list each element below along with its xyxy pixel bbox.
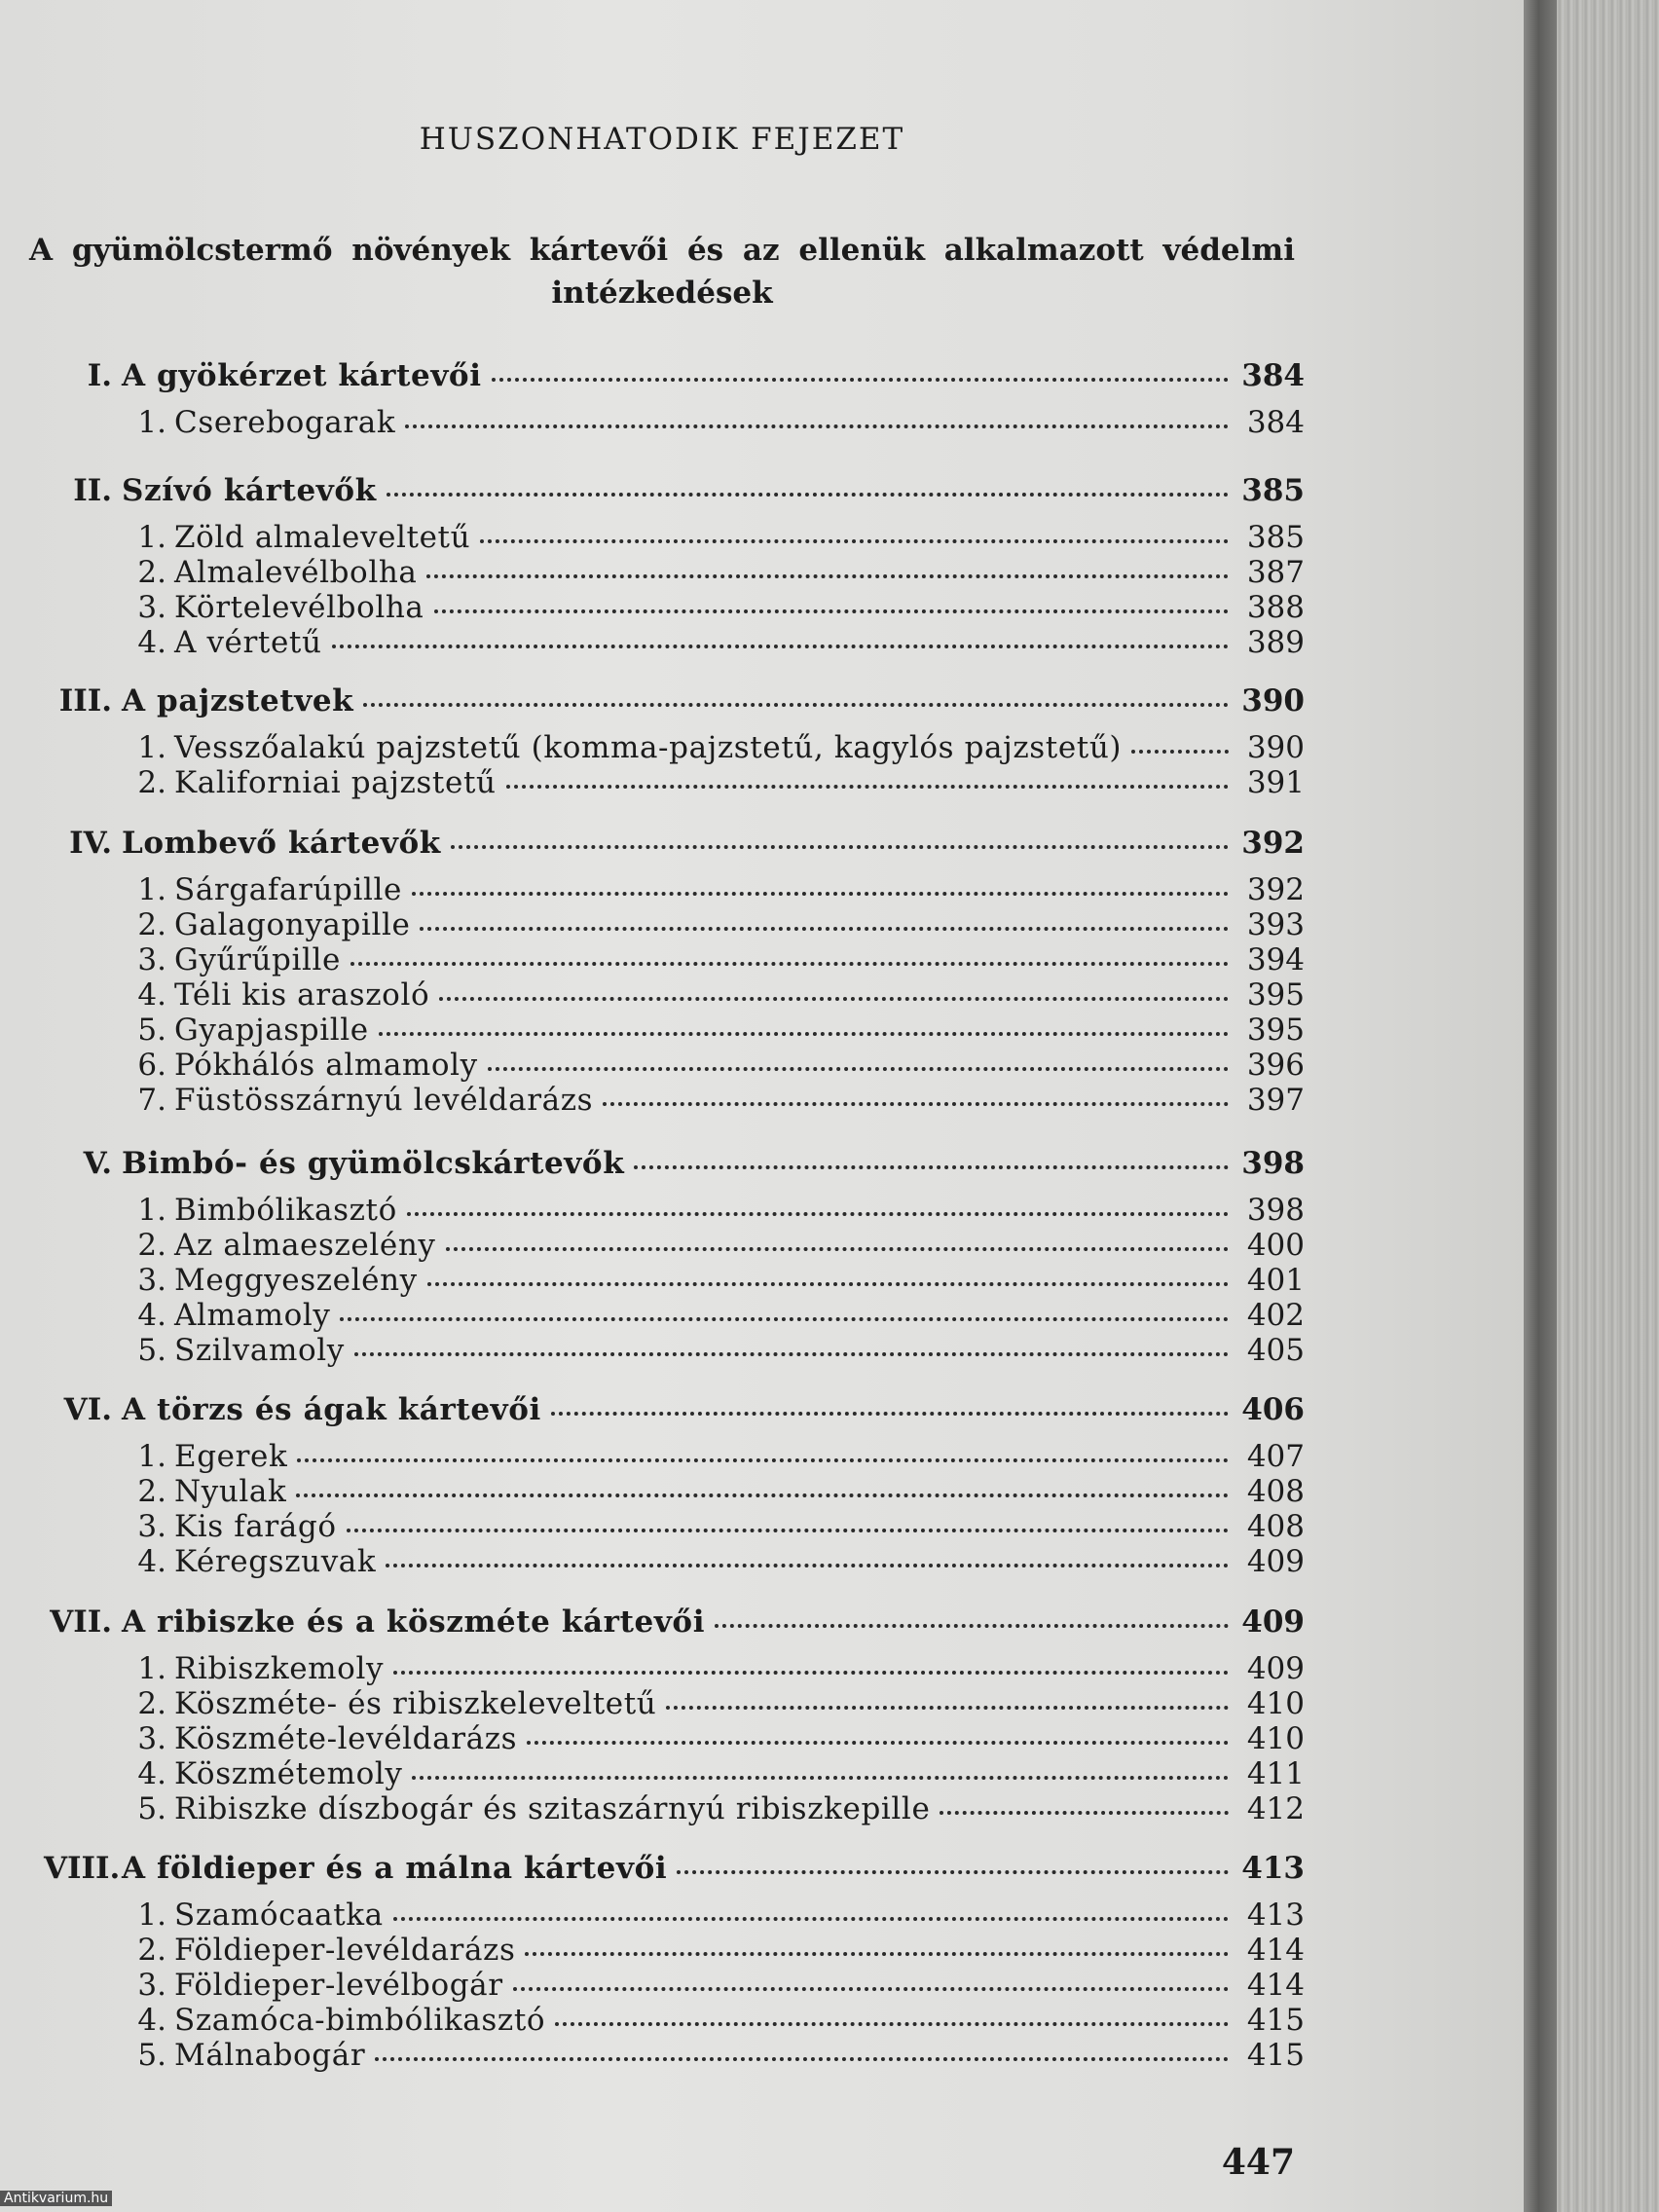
entry-title: Zöld almaleveltetű <box>174 520 471 555</box>
entry-page: 391 <box>1246 765 1305 800</box>
entry-title: Ribiszkemoly <box>174 1651 385 1686</box>
toc-entry[interactable] <box>44 1263 1305 1298</box>
entry-number: 2. <box>137 1686 166 1721</box>
section-roman-numeral: VII. <box>50 1604 112 1640</box>
entry-page: 401 <box>1246 1263 1305 1298</box>
entry-number: 4. <box>137 977 166 1013</box>
entry-number: 1. <box>137 872 166 907</box>
entry-title: Füstösszárnyú levéldarázs <box>174 1083 594 1118</box>
entry-title: Cserebogarak <box>174 405 396 440</box>
dot-leader <box>379 1030 1229 1036</box>
entry-number: 2. <box>137 1933 166 1968</box>
chapter-heading: HUSZONHATODIK FEJEZET <box>419 122 905 157</box>
dot-leader <box>412 1774 1229 1780</box>
dot-leader <box>715 1622 1229 1628</box>
entry-number: 2. <box>137 765 166 800</box>
toc-section-heading[interactable] <box>44 473 1305 512</box>
toc-section <box>44 473 1305 660</box>
toc-section-heading[interactable] <box>44 1851 1305 1890</box>
entry-number: 1. <box>137 520 166 555</box>
toc-entry[interactable] <box>44 907 1305 942</box>
section-title: A gyökérzet kártevői <box>122 358 482 393</box>
dot-leader <box>434 608 1229 613</box>
section-title: A pajzstetvek <box>122 683 354 719</box>
entry-title: Szamócaatka <box>174 1898 384 1933</box>
entry-title: Földieper-levéldarázs <box>174 1933 516 1968</box>
entry-title: Pókhálós almamoly <box>174 1048 478 1083</box>
dot-leader <box>332 643 1229 648</box>
toc-section <box>44 358 1305 440</box>
entry-title: Ribiszke díszbogár és szitaszárnyú ribiszkepille <box>174 1791 931 1826</box>
entry-number: 3. <box>137 942 166 977</box>
entry-title: Gyűrűpille <box>174 942 341 977</box>
toc-entry[interactable] <box>44 1013 1305 1048</box>
entry-page: 410 <box>1246 1686 1305 1721</box>
entry-number: 4. <box>137 1298 166 1333</box>
entry-number: 1. <box>137 1898 166 1933</box>
section-title: A ribiszke és a köszméte kártevői <box>122 1604 706 1640</box>
entry-number: 5. <box>137 1791 166 1826</box>
entry-page: 394 <box>1246 942 1305 977</box>
chapter-title: A gyümölcstermő növények kártevői és az ellenük alkalmazott védelmi intézkedések <box>29 233 1295 311</box>
dot-leader <box>940 1809 1229 1815</box>
toc-section-heading[interactable] <box>44 683 1305 722</box>
toc-entry[interactable] <box>44 977 1305 1013</box>
dot-leader <box>354 1350 1229 1356</box>
toc-section <box>44 683 1305 800</box>
section-page: 413 <box>1241 1851 1305 1886</box>
entry-page: 408 <box>1246 1509 1305 1544</box>
dot-leader <box>506 783 1229 789</box>
entry-number: 2. <box>137 1228 166 1263</box>
entry-title: A vértetű <box>174 625 322 660</box>
entry-number: 1. <box>137 1651 166 1686</box>
toc-section <box>44 1392 1305 1579</box>
dot-leader <box>347 1527 1229 1532</box>
entry-title: Almalevélbolha <box>174 555 418 590</box>
entry-page: 415 <box>1246 2003 1305 2038</box>
entry-title: Téli kis araszoló <box>174 977 430 1013</box>
section-page: 384 <box>1241 358 1305 393</box>
entry-number: 5. <box>137 2038 166 2073</box>
toc-entry[interactable] <box>44 1474 1305 1509</box>
page-edges <box>1557 0 1659 2212</box>
dot-leader <box>387 491 1229 497</box>
toc-entry[interactable] <box>44 942 1305 977</box>
entry-page: 405 <box>1246 1333 1305 1368</box>
toc-entry[interactable] <box>44 555 1305 590</box>
toc-section <box>44 1851 1305 2073</box>
entry-title: Szilvamoly <box>174 1333 345 1368</box>
entry-page: 409 <box>1246 1544 1305 1579</box>
dot-leader <box>677 1868 1229 1874</box>
dot-leader <box>1131 748 1229 754</box>
entry-page: 387 <box>1246 555 1305 590</box>
toc-entry[interactable] <box>44 872 1305 907</box>
entry-title: Vesszőalakú pajzstetű (komma-pajzstetű, kagylós pajzstetű) <box>174 730 1123 765</box>
section-title: A földieper és a málna kártevői <box>122 1851 668 1886</box>
entry-number: 3. <box>137 1263 166 1298</box>
dot-leader <box>407 1210 1229 1216</box>
toc-entry[interactable] <box>44 730 1305 765</box>
section-roman-numeral: II. <box>73 473 112 508</box>
section-page: 406 <box>1241 1392 1305 1427</box>
toc-section <box>44 826 1305 1118</box>
entry-title: Málnabogár <box>174 2038 366 2073</box>
toc-entry[interactable] <box>44 2038 1305 2073</box>
entry-number: 7. <box>137 1083 166 1118</box>
dot-leader <box>551 1410 1229 1416</box>
entry-number: 2. <box>137 907 166 942</box>
toc-entry[interactable] <box>44 1686 1305 1721</box>
section-roman-numeral: I. <box>87 358 112 393</box>
entry-number: 5. <box>137 1013 166 1048</box>
section-title: Lombevő kártevők <box>122 826 441 861</box>
entry-page: 414 <box>1246 1968 1305 2003</box>
dot-leader <box>634 1163 1229 1169</box>
entry-number: 4. <box>137 1756 166 1791</box>
dot-leader <box>340 1315 1229 1321</box>
entry-number: 5. <box>137 1333 166 1368</box>
dot-leader <box>439 995 1229 1001</box>
section-page: 390 <box>1241 683 1305 719</box>
entry-title: Nyulak <box>174 1474 287 1509</box>
entry-title: Kaliforniai pajzstetű <box>174 765 497 800</box>
entry-title: Köszméte-levéldarázs <box>174 1721 518 1756</box>
watermark: Antikvarium.hu <box>0 2191 112 2206</box>
toc-entry[interactable] <box>44 1333 1305 1368</box>
entry-page: 392 <box>1246 872 1305 907</box>
entry-number: 4. <box>137 2003 166 2038</box>
dot-leader <box>420 925 1229 931</box>
entry-title: Galagonyapille <box>174 907 411 942</box>
entry-number: 1. <box>137 1193 166 1228</box>
toc-section-heading[interactable] <box>44 1392 1305 1431</box>
section-roman-numeral: IV. <box>69 826 112 861</box>
entry-title: Köszmétemoly <box>174 1756 403 1791</box>
entry-page: 412 <box>1246 1791 1305 1826</box>
entry-title: Gyapjaspille <box>174 1013 369 1048</box>
entry-page: 402 <box>1246 1298 1305 1333</box>
entry-page: 395 <box>1246 977 1305 1013</box>
entry-title: Kis farágó <box>174 1509 337 1544</box>
dot-leader <box>525 1950 1229 1956</box>
entry-number: 3. <box>137 1509 166 1544</box>
entry-page: 414 <box>1246 1933 1305 1968</box>
dot-leader <box>412 890 1229 896</box>
toc-entry[interactable] <box>44 1968 1305 2003</box>
toc-entry[interactable] <box>44 1933 1305 1968</box>
entry-page: 407 <box>1246 1439 1305 1474</box>
entry-title: Egerek <box>174 1439 288 1474</box>
toc-entry[interactable] <box>44 1791 1305 1826</box>
section-title: Bimbó- és gyümölcskártevők <box>122 1146 625 1181</box>
toc-entry[interactable] <box>44 405 1305 440</box>
section-page: 385 <box>1241 473 1305 508</box>
entry-title: Almamoly <box>174 1298 331 1333</box>
dot-leader <box>375 2055 1229 2061</box>
toc-entry[interactable] <box>44 1439 1305 1474</box>
dot-leader <box>363 701 1229 707</box>
section-title: A törzs és ágak kártevői <box>122 1392 541 1427</box>
entry-page: 397 <box>1246 1083 1305 1118</box>
dot-leader <box>451 843 1229 849</box>
toc-entry[interactable] <box>44 1544 1305 1579</box>
toc-entry[interactable] <box>44 1298 1305 1333</box>
toc-entry[interactable] <box>44 1193 1305 1228</box>
entry-page: 396 <box>1246 1048 1305 1083</box>
section-page: 398 <box>1241 1146 1305 1181</box>
entry-title: Földieper-levélbogár <box>174 1968 503 2003</box>
toc-entry[interactable] <box>44 1721 1305 1756</box>
entry-title: Körtelevélbolha <box>174 590 424 625</box>
dot-leader <box>513 1985 1229 1991</box>
section-title: Szívó kártevők <box>122 473 377 508</box>
page-number: 447 <box>1221 2142 1295 2183</box>
dot-leader <box>297 1456 1229 1462</box>
dot-leader <box>603 1100 1229 1106</box>
entry-page: 410 <box>1246 1721 1305 1756</box>
dot-leader <box>480 537 1229 543</box>
dot-leader <box>527 1739 1229 1745</box>
entry-number: 3. <box>137 1721 166 1756</box>
toc-entry[interactable] <box>44 625 1305 660</box>
entry-page: 409 <box>1246 1651 1305 1686</box>
toc-section <box>44 1146 1305 1368</box>
entry-number: 4. <box>137 625 166 660</box>
dot-leader <box>386 1562 1229 1567</box>
entry-page: 411 <box>1246 1756 1305 1791</box>
dot-leader <box>426 572 1229 578</box>
book-spine <box>1524 0 1557 2212</box>
entry-page: 415 <box>1246 2038 1305 2073</box>
entry-title: Az almaeszelény <box>174 1228 436 1263</box>
entry-page: 385 <box>1246 520 1305 555</box>
entry-number: 2. <box>137 555 166 590</box>
toc-entry[interactable] <box>44 1898 1305 1933</box>
toc-entry[interactable] <box>44 765 1305 800</box>
dot-leader <box>488 1065 1229 1071</box>
entry-page: 384 <box>1246 405 1305 440</box>
toc-section-heading[interactable] <box>44 1146 1305 1185</box>
toc-entry[interactable] <box>44 590 1305 625</box>
toc-entry[interactable] <box>44 520 1305 555</box>
entry-title: Köszméte- és ribiszkeleveltetű <box>174 1686 657 1721</box>
dot-leader <box>492 376 1229 382</box>
entry-title: Kéregszuvak <box>174 1544 377 1579</box>
dot-leader <box>405 423 1229 428</box>
section-page: 392 <box>1241 826 1305 861</box>
dot-leader <box>296 1492 1229 1497</box>
entry-number: 6. <box>137 1048 166 1083</box>
entry-page: 389 <box>1246 625 1305 660</box>
entry-number: 3. <box>137 590 166 625</box>
toc-section <box>44 1604 1305 1826</box>
entry-number: 1. <box>137 1439 166 1474</box>
entry-number: 2. <box>137 1474 166 1509</box>
toc-section-heading[interactable] <box>44 826 1305 865</box>
section-page: 409 <box>1241 1604 1305 1640</box>
entry-title: Szamóca-bimbólikasztó <box>174 2003 546 2038</box>
toc-entry[interactable] <box>44 1509 1305 1544</box>
dot-leader <box>393 1669 1229 1675</box>
dot-leader <box>350 960 1229 966</box>
entry-title: Bimbólikasztó <box>174 1193 397 1228</box>
dot-leader <box>393 1915 1229 1921</box>
toc-entry[interactable] <box>44 1048 1305 1083</box>
entry-number: 4. <box>137 1544 166 1579</box>
entry-number: 3. <box>137 1968 166 2003</box>
section-roman-numeral: V. <box>83 1146 112 1181</box>
entry-number: 1. <box>137 730 166 765</box>
toc-section-heading[interactable] <box>44 1604 1305 1643</box>
entry-page: 408 <box>1246 1474 1305 1509</box>
entry-title: Sárgafarúpille <box>174 872 402 907</box>
toc-entry[interactable] <box>44 1651 1305 1686</box>
dot-leader <box>666 1704 1229 1710</box>
toc-entry[interactable] <box>44 1083 1305 1118</box>
entry-page: 398 <box>1246 1193 1305 1228</box>
dot-leader <box>446 1245 1229 1251</box>
entry-page: 400 <box>1246 1228 1305 1263</box>
section-roman-numeral: VI. <box>63 1392 112 1427</box>
section-roman-numeral: VIII. <box>44 1851 121 1886</box>
entry-number: 1. <box>137 405 166 440</box>
toc-entry[interactable] <box>44 2003 1305 2038</box>
toc-entry[interactable] <box>44 1756 1305 1791</box>
entry-title: Meggyeszelény <box>174 1263 418 1298</box>
entry-page: 393 <box>1246 907 1305 942</box>
entry-page: 390 <box>1246 730 1305 765</box>
toc-entry[interactable] <box>44 1228 1305 1263</box>
dot-leader <box>555 2020 1229 2026</box>
toc-section-heading[interactable] <box>44 358 1305 397</box>
entry-page: 388 <box>1246 590 1305 625</box>
entry-page: 395 <box>1246 1013 1305 1048</box>
entry-page: 413 <box>1246 1898 1305 1933</box>
dot-leader <box>427 1280 1229 1286</box>
section-roman-numeral: III. <box>58 683 112 719</box>
